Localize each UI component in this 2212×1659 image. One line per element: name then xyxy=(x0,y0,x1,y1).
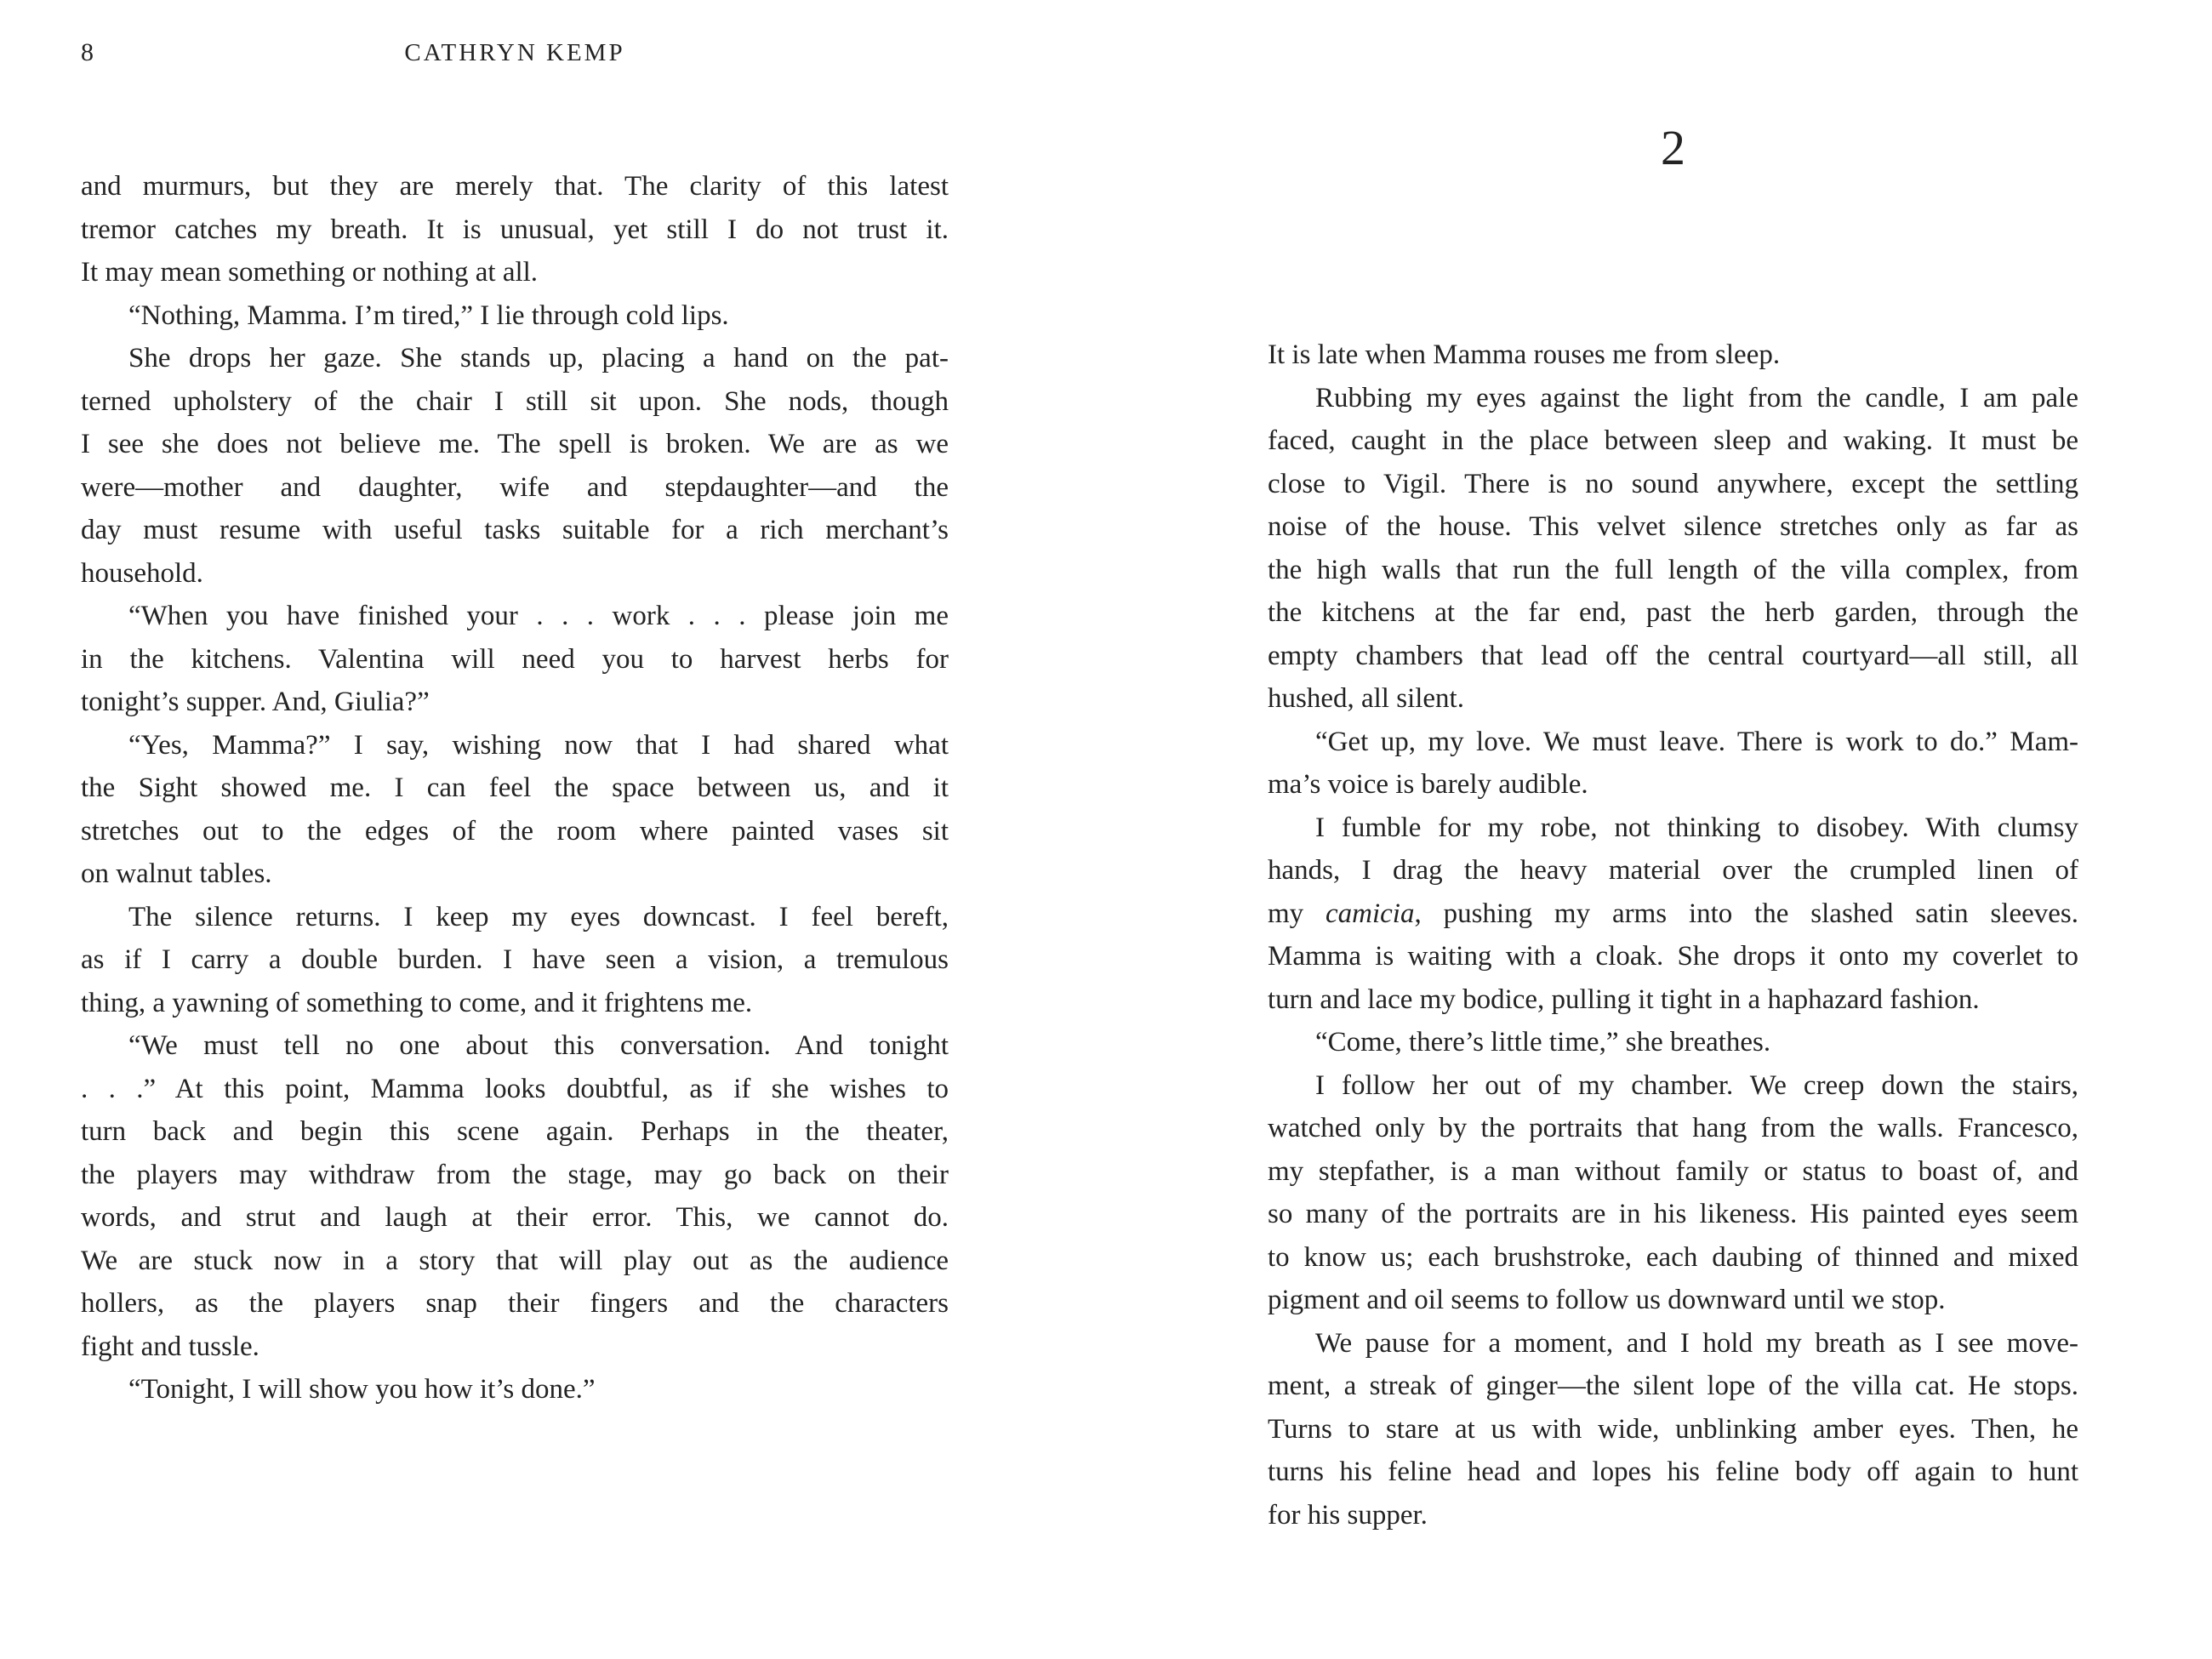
chapter-number: 2 xyxy=(1661,120,1685,175)
text-line: hollers, as the players snap their fingers and the characters xyxy=(81,1288,949,1319)
text-line: ma’s voice is barely audible. xyxy=(1268,769,1588,800)
text-line: It may mean something or nothing at all. xyxy=(81,257,539,288)
text-line: Mamma is waiting with a cloak. She drops it onto my coverlet to xyxy=(1268,941,2078,972)
text-line: the high walls that run the full length of the villa complex, from xyxy=(1268,554,2078,585)
right-page xyxy=(1268,0,2078,1659)
text-line: I follow her out of my chamber. We creep down the stairs, xyxy=(1315,1069,2078,1101)
text-line: watched only by the portraits that hang from the walls. Francesco, xyxy=(1268,1113,2078,1143)
text-line: fight and tussle. xyxy=(81,1331,259,1362)
running-header: CATHRYN KEMP xyxy=(404,39,625,66)
text-line: the players may withdraw from the stage, may go back on their xyxy=(81,1159,949,1190)
text-line: empty chambers that lead off the central courtyard—all still, all xyxy=(1268,640,2078,671)
text-line: hands, I drag the heavy material over the crumpled linen of xyxy=(1268,855,2078,886)
text-line: close to Vigil. There is no sound anywhere, except the settling xyxy=(1268,468,2078,499)
text-line: She drops her gaze. She stands up, placing a hand on the pat- xyxy=(128,343,949,373)
text-line: stretches out to the edges of the room where painted vases sit xyxy=(81,815,949,847)
text-line: to know us; each brushstroke, each daubing of thinned and mixed xyxy=(1268,1241,2078,1273)
text-line: noise of the house. This velvet silence stretches only as far as xyxy=(1268,511,2078,542)
right-page-body xyxy=(1268,334,2078,1536)
text-line: household. xyxy=(81,557,203,589)
text-line: my stepfather, is a man without family or status to boast of, and xyxy=(1268,1155,2078,1187)
text-line: thing, a yawning of something to come, and it frightens me. xyxy=(81,987,753,1018)
text-line: “When you have finished your . . . work . . . please join me xyxy=(128,601,949,631)
text-line: turn and lace my bodice, pulling it tight in a haphazard fashion. xyxy=(1268,983,1980,1015)
text-line: I see she does not believe me. The spell is broken. We are as we xyxy=(81,429,949,459)
text-line: ment, a streak of ginger—the silent lope of the villa cat. He stops. xyxy=(1268,1371,2078,1401)
text-line: We are stuck now in a story that will play out as the audience xyxy=(81,1245,949,1276)
text-line: hushed, all silent. xyxy=(1268,683,1464,714)
page-number: 8 xyxy=(81,38,94,66)
text-line: “Yes, Mamma?” I say, wishing now that I had shared what xyxy=(128,729,949,761)
text-line: . . .” At this point, Mamma looks doubtful, as if she wishes to xyxy=(81,1073,949,1104)
text-line: on walnut tables. xyxy=(81,858,272,889)
text-line: faced, caught in the place between sleep and waking. It must be xyxy=(1268,425,2078,456)
text-line: as if I carry a double burden. I have seen a vision, a tremulous xyxy=(81,944,949,975)
text-line: and murmurs, but they are merely that. The clarity of this latest xyxy=(81,171,949,202)
text-line: Rubbing my eyes against the light from the candle, I am pale xyxy=(1315,382,2078,413)
text-line: turns his feline head and lopes his feline body off again to hunt xyxy=(1268,1457,2078,1487)
text-line: turn back and begin this scene again. Perhaps in the theater, xyxy=(81,1116,949,1147)
text-line: terned upholstery of the chair I still sit upon. She nods, though xyxy=(81,385,949,417)
text-line: so many of the portraits are in his likeness. His painted eyes seem xyxy=(1268,1199,2078,1229)
text-line: words, and strut and laugh at their error. This, we cannot do. xyxy=(81,1202,949,1233)
left-page-body xyxy=(81,165,949,1411)
text-line: “Get up, my love. We must leave. There is work to do.” Mam- xyxy=(1315,726,2078,757)
text-line: in the kitchens. Valentina will need you to harvest herbs for xyxy=(81,643,949,675)
text-line: day must resume with useful tasks suitable for a rich merchant’s xyxy=(81,515,949,545)
text-line: tremor catches my breath. It is unusual, yet still I do not trust it. xyxy=(81,214,949,245)
text-line: Turns to stare at us with wide, unblinking amber eyes. Then, he xyxy=(1268,1413,2078,1445)
text-line: “Tonight, I will show you how it’s done.” xyxy=(128,1374,596,1405)
text-line: “We must tell no one about this conversation. And tonight xyxy=(128,1030,949,1061)
text-line: were—mother and daughter, wife and stepdaughter—and the xyxy=(81,471,949,503)
text-line: I fumble for my robe, not thinking to disobey. With clumsy xyxy=(1315,812,2078,843)
text-line: the Sight showed me. I can feel the space between us, and it xyxy=(81,772,949,803)
left-page xyxy=(81,0,949,1659)
text-line: We pause for a moment, and I hold my breath as I see move- xyxy=(1315,1327,2078,1359)
text-line: The silence returns. I keep my eyes downcast. I feel bereft, xyxy=(128,901,949,932)
text-line: pigment and oil seems to follow us downward until we stop. xyxy=(1268,1285,1946,1315)
text-line: “Come, there’s little time,” she breathes. xyxy=(1315,1027,1771,1058)
text-line: for his supper. xyxy=(1268,1499,1428,1531)
text-line: It is late when Mamma rouses me from sleep. xyxy=(1268,339,1781,370)
text-line: tonight’s supper. And, Giulia?” xyxy=(81,687,430,717)
text-line: the kitchens at the far end, past the herb garden, through the xyxy=(1268,597,2078,628)
text-line: “Nothing, Mamma. I’m tired,” I lie through cold lips. xyxy=(128,299,729,331)
text-line: my camicia, pushing my arms into the slashed satin sleeves. xyxy=(1268,898,2078,929)
